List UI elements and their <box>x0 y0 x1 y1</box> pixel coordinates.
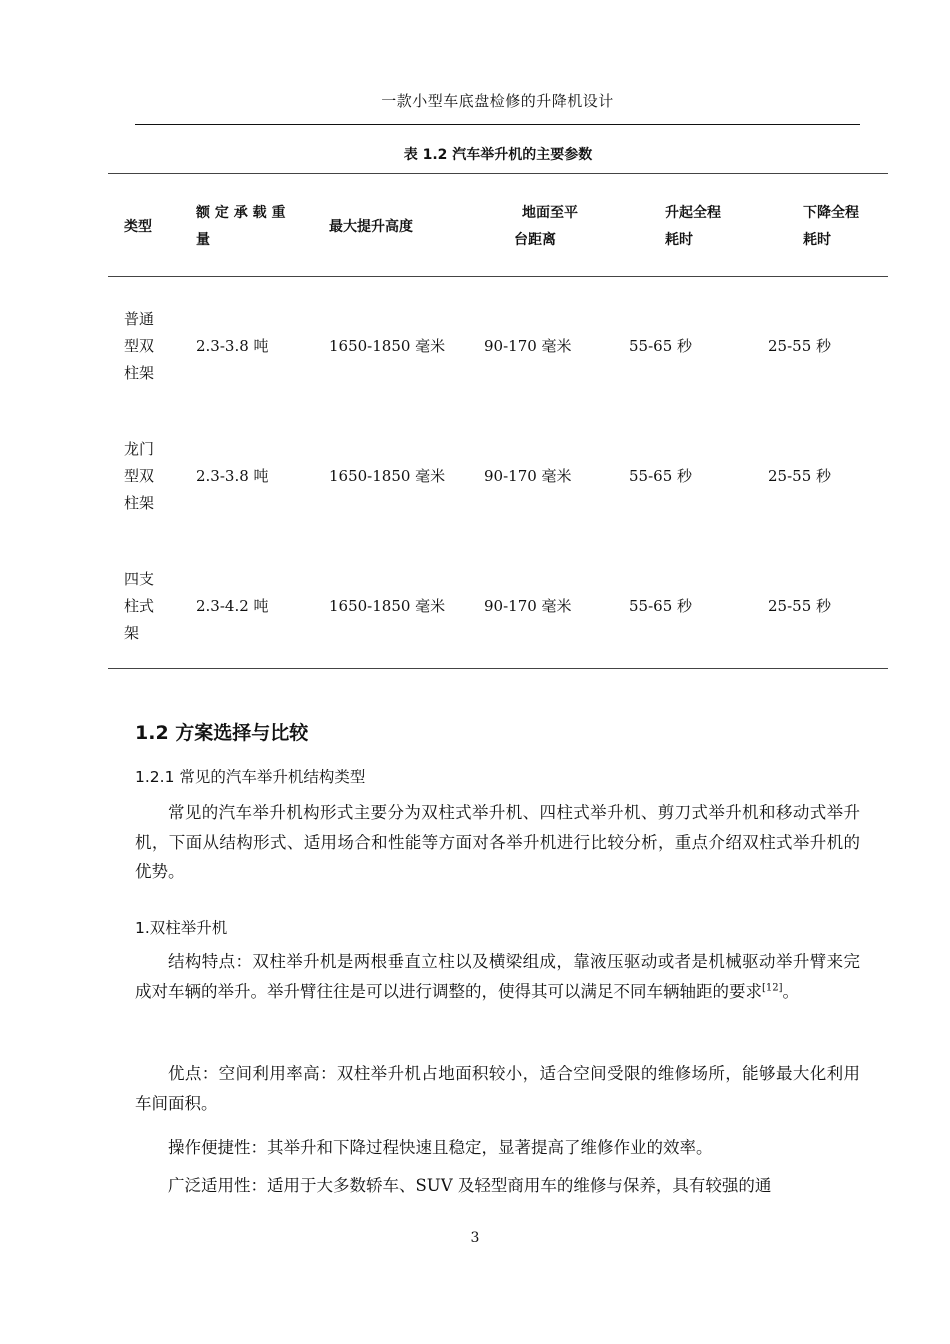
col-header-load-line2: 量 <box>196 232 210 248</box>
convenience-paragraph: 操作便捷性：其举升和下降过程快速且稳定，显著提高了维修作业的效率。 <box>168 1138 713 1157</box>
section-title: 1.2 方案选择与比较 <box>135 722 309 744</box>
type-line: 柱架 <box>124 494 155 512</box>
structure-text: 结构特点：双柱举升机是两根垂直立柱以及横梁组成，靠液压驱动或者是机械驱动举升臂来完成对车辆的举升。举升臂往往是可以进行调整的，使得其可以满足不同车辆轴距的要求 <box>135 952 860 1001</box>
col-header-rise-line2: 耗时 <box>665 232 693 248</box>
table-cell-ground: 90-170 毫米 <box>484 597 572 615</box>
structure-paragraph <box>135 947 860 1006</box>
col-header-type: 类型 <box>124 219 152 235</box>
col-header-ground-line2: 台距离 <box>514 232 556 248</box>
type-line: 龙门 <box>124 440 155 458</box>
col-header-rise-line1: 升起全程 <box>665 205 721 221</box>
table-cell-fall: 25-55 秒 <box>768 597 832 615</box>
citation-ref: [12] <box>762 982 783 993</box>
table-cell-load: 2.3-4.2 吨 <box>196 597 269 615</box>
table-cell-load: 2.3-3.8 吨 <box>196 467 269 485</box>
type-line: 柱式 <box>124 597 155 615</box>
type-line: 型双 <box>124 467 155 485</box>
table-top-rule <box>108 173 888 174</box>
table-bottom-rule <box>108 668 888 669</box>
header-rule <box>135 124 860 125</box>
table-cell-height: 1650-1850 毫米 <box>329 337 446 355</box>
type-line: 柱架 <box>124 364 155 382</box>
structure-end: 。 <box>782 981 800 1001</box>
table-cell-rise: 55-65 秒 <box>629 597 693 615</box>
table-header-rule <box>108 276 888 277</box>
col-header-height: 最大提升高度 <box>329 219 413 235</box>
table-cell-ground: 90-170 毫米 <box>484 467 572 485</box>
col-header-ground <box>514 200 578 254</box>
col-header-rise <box>665 200 721 254</box>
type-line: 架 <box>124 624 140 642</box>
type-line: 四支 <box>124 570 155 588</box>
table-cell-height: 1650-1850 毫米 <box>329 597 446 615</box>
col-header-ground-line1: 地面至平 <box>522 205 578 221</box>
page-header: 一款小型车底盘检修的升降机设计 <box>381 92 614 110</box>
table-row-type <box>124 566 168 647</box>
table-row-type <box>124 436 168 517</box>
table-row-type <box>124 306 168 387</box>
advantage-paragraph: 优点：空间利用率高：双柱举升机占地面积较小，适合空间受限的维修场所，能够最大化利用车间面积。 <box>135 1064 860 1113</box>
table-caption: 表 1.2 汽车举升机的主要参数 <box>403 147 593 163</box>
table-cell-load: 2.3-3.8 吨 <box>196 337 269 355</box>
table-cell-rise: 55-65 秒 <box>629 467 693 485</box>
item-title: 1.双柱举升机 <box>135 919 228 937</box>
applicability-paragraph: 广泛适用性：适用于大多数轿车、SUV 及轻型商用车的维修与保养，具有较强的通 <box>168 1176 772 1195</box>
col-header-fall <box>803 200 859 254</box>
col-header-load <box>196 200 286 254</box>
col-header-load-line1: 额 定 承 载 重 <box>196 205 286 221</box>
table-cell-ground: 90-170 毫米 <box>484 337 572 355</box>
table-cell-rise: 55-65 秒 <box>629 337 693 355</box>
type-line: 普通 <box>124 310 155 328</box>
table-cell-height: 1650-1850 毫米 <box>329 467 446 485</box>
page-number: 3 <box>470 1230 480 1246</box>
intro-paragraph: 常见的汽车举升机构形式主要分为双柱式举升机、四柱式举升机、剪刀式举升机和移动式举升机，下面从结构形式、适用场合和性能等方面对各举升机进行比较分析，重点介绍双柱式举升机的优势。 <box>135 803 860 881</box>
subsection-title: 1.2.1 常见的汽车举升机结构类型 <box>135 768 366 786</box>
type-line: 型双 <box>124 337 155 355</box>
col-header-fall-line2: 耗时 <box>803 232 831 248</box>
table-cell-fall: 25-55 秒 <box>768 337 832 355</box>
table-cell-fall: 25-55 秒 <box>768 467 832 485</box>
col-header-fall-line1: 下降全程 <box>803 205 859 221</box>
